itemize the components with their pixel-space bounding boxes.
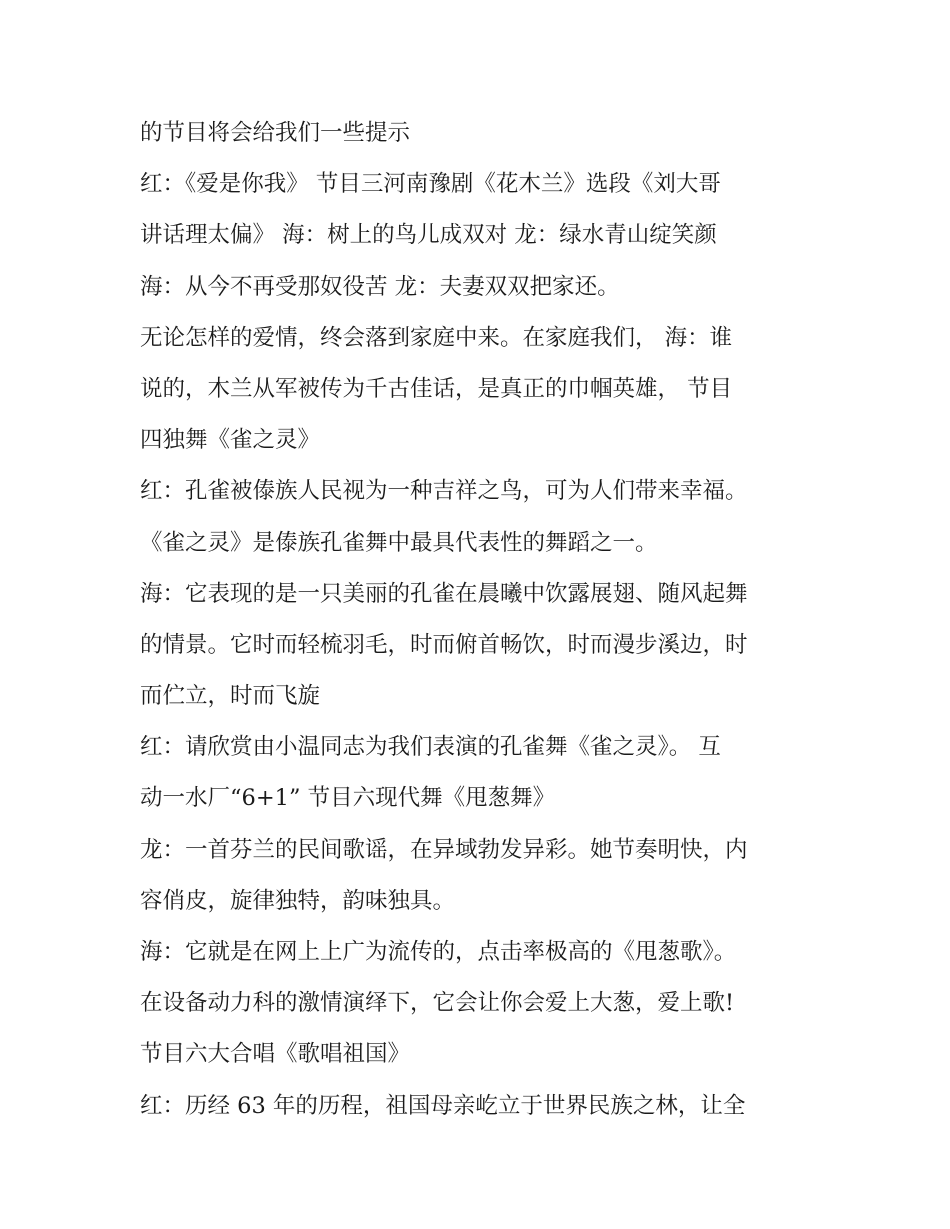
text-line: 的情景。它时而轻梳羽毛，时而俯首畅饮，时而漫步溪边，时: [140, 631, 748, 658]
text-line: 龙：一首芬兰的民间歌谣，在异域勃发异彩。她节奏明快，内: [140, 836, 748, 863]
text-line: 《雀之灵》是傣族孔雀舞中最具代表性的舞蹈之一。: [140, 529, 658, 556]
text-line: 在设备动力科的激情演绎下，它会让你会爱上大葱，爱上歌!: [140, 990, 735, 1017]
text-line: 说的，木兰从军被传为千古佳话，是真正的巾帼英雄， 节目: [140, 375, 733, 402]
text-line: 海：从今不再受那奴役苦 龙：夫妻双双把家还。: [140, 273, 620, 300]
text-line: 容俏皮，旋律独特，韵味独具。: [140, 887, 456, 914]
text-line: 红：请欣赏由小温同志为我们表演的孔雀舞《雀之灵》。 互: [140, 734, 721, 761]
document-body: [140, 108, 820, 1132]
text-line: 讲话理太偏》 海：树上的鸟儿成双对 龙：绿水青山绽笑颜: [140, 222, 717, 249]
text-line: 海：它就是在网上上广为流传的，点击率极高的《甩葱歌》。: [140, 939, 737, 965]
text-line: 海：它表现的是一只美丽的孔雀在晨曦中饮露展翅、随风起舞: [140, 580, 748, 607]
text-line: 动一水厂“6+1” 节目六现代舞《甩葱舞》: [140, 785, 556, 812]
text-line: 红：《爱是你我》 节目三河南豫剧《花木兰》选段《刘大哥: [140, 171, 721, 198]
text-line: 节目六大合唱《歌唱祖国》: [140, 1041, 411, 1068]
text-line: 四独舞《雀之灵》: [140, 427, 321, 454]
text-line: 红：历经 63 年的历程，祖国母亲屹立于世界民族之林，让全: [140, 1092, 746, 1119]
text-line: 的节目将会给我们一些提示: [140, 120, 411, 146]
text-line: 无论怎样的爱情，终会落到家庭中来。在家庭我们， 海：谁: [140, 324, 733, 351]
text-line: 红：孔雀被傣族人民视为一种吉祥之鸟，可为人们带来幸福。: [140, 478, 748, 505]
text-line: 而伫立，时而飞旋: [140, 683, 321, 710]
